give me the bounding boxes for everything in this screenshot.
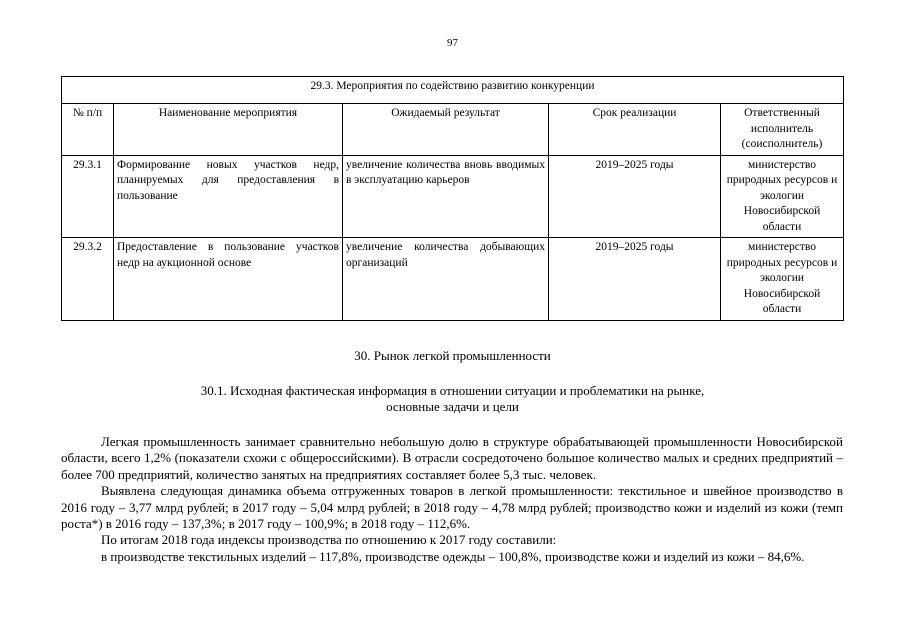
row-responsible: министерство природных ресурсов и экологии Новосибирской области [721,238,844,321]
header-responsible: Ответственный исполнитель (соисполнитель) [721,104,844,156]
header-result: Ожидаемый результат [343,104,549,156]
table-section-title: 29.3. Мероприятия по содействию развитию конкуренции [62,77,844,104]
body-text [61,434,843,565]
page-number: 97 [447,37,458,49]
section-heading: 30. Рынок легкой промышленности [354,348,551,363]
table-row [62,238,844,321]
row-name: Предоставление в пользование участков недр на аукционной основе [114,238,343,321]
row-num: 29.3.2 [62,238,114,321]
paragraph: в производстве текстильных изделий – 117,8%, производстве одежды – 100,8%, производстве кожи и изделий из кожи – 84,6%. [101,548,805,564]
row-responsible: министерство природных ресурсов и экологии Новосибирской области [721,155,844,238]
header-name: Наименование мероприятия [114,104,343,156]
row-term: 2019–2025 годы [549,238,721,321]
row-name: Формирование новых участков недр, планируемых для предоставления в пользование [114,155,343,238]
paragraph: Выявлена следующая динамика объема отгруженных товаров в легкой промышленности: текстильное и швейное производство в 2016 году – 3,77 млрд рублей; в 2017 году – 5,04 млрд рублей; в 2018 году – 4,78 млрд рублей; производство кожи и изделий из кожи (темп роста*) в 2016 году – 137,3%; в 2017 году – 100,9%; в 2018 году – 112,6%. [61,483,843,532]
table-row [62,155,844,238]
table-header-row [62,104,844,156]
row-term: 2019–2025 годы [549,155,721,238]
measures-table [61,76,844,321]
header-num: № п/п [62,104,114,156]
subsection-heading [0,383,905,415]
table-section-row [62,77,844,104]
header-term: Срок реализации [549,104,721,156]
subsection-heading-line2: основные задачи и цели [386,399,519,414]
row-result: увеличение количества вновь вводимых в эксплуатацию карьеров [343,155,549,238]
row-num: 29.3.1 [62,155,114,238]
row-result: увеличение количества добывающих организаций [343,238,549,321]
paragraph: По итогам 2018 года индексы производства по отношению к 2017 году составили: [101,532,557,548]
paragraph: Легкая промышленность занимает сравнительно небольшую долю в структуре обрабатывающей промышленности Новосибирской области, всего 1,2% (показатели схожи с общероссийскими). В отрасли сосредоточено большое количество малых и средних предприятий – более 700 предприятий, количество занятых на предприятиях составляет более 5,3 тыс. человек. [61,434,843,482]
subsection-heading-line1: 30.1. Исходная фактическая информация в отношении ситуации и проблематики на рынке, [200,383,705,398]
